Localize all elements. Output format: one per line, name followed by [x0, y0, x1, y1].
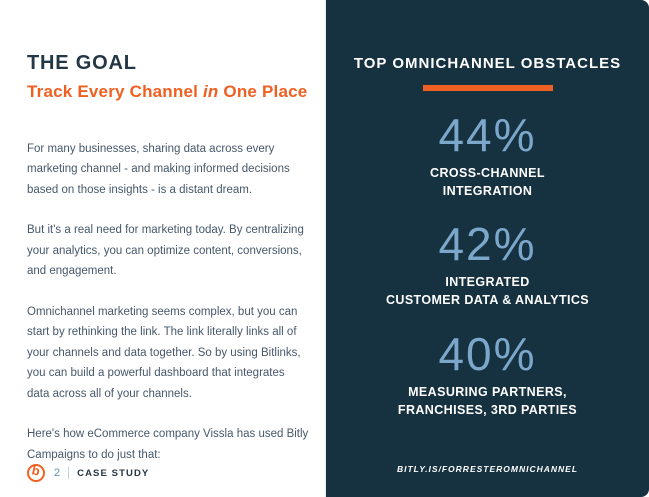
- stat-label: [326, 273, 649, 309]
- paragraph: Here's how eCommerce company Vissla has used Bitly Campaigns to do just that:: [27, 428, 309, 461]
- stat-label-line: MEASURING PARTNERS,: [408, 384, 567, 399]
- accent-bar: [423, 85, 553, 91]
- subtitle-post: One Place: [218, 82, 308, 101]
- bitly-logo-icon: [27, 464, 45, 482]
- paragraph: But it's a real need for marketing today. By centralizing your analytics, you can optimize content, conversions, and engagement.: [27, 224, 304, 278]
- stat-value: 42%: [438, 218, 537, 271]
- subtitle-italic: in: [202, 82, 219, 101]
- paragraph: For many businesses, sharing data across every marketing channel - and making informed decisions based on those insights - is a distant dream.: [27, 143, 290, 196]
- stat-measuring-partners: [326, 327, 649, 419]
- right-panel: [326, 0, 649, 497]
- page-title: THE GOAL: [27, 52, 137, 74]
- footer-label: CASE STUDY: [77, 467, 150, 479]
- right-footer: [326, 459, 649, 477]
- stat-label-line: INTEGRATED: [445, 275, 530, 290]
- stat-value: 44%: [438, 109, 537, 161]
- stat-label-line: FRANCHISES, 3RD PARTIES: [397, 402, 578, 417]
- subtitle-pre: Track Every Channel: [27, 82, 203, 101]
- bitly-logo-letter: b: [30, 462, 42, 479]
- stat-label-line: CUSTOMER DATA & ANALYTICS: [385, 293, 590, 308]
- footer-divider: [68, 467, 69, 479]
- stat-integrated-data: [326, 218, 649, 309]
- stats-title: TOP OMNICHANNEL OBSTACLES: [353, 55, 622, 72]
- stat-label: [326, 383, 649, 419]
- page-number: 2: [54, 467, 61, 479]
- footer-url-link[interactable]: BITLY.IS/FORRESTEROMNICHANNEL: [396, 464, 579, 474]
- stat-label-line: CROSS-CHANNEL: [430, 166, 545, 180]
- stat-cross-channel: [326, 109, 649, 200]
- left-footer: [27, 464, 149, 482]
- body-copy: [27, 139, 309, 465]
- stat-value: 40%: [438, 327, 537, 380]
- paragraph: Omnichannel marketing seems complex, but you can start by rethinking the link. The link literally links all of your channels and data together. So by using Bitlinks, you can build a powerful dashboard that integrates data across all of your channels.: [27, 305, 301, 400]
- page-subtitle: [27, 82, 325, 102]
- stat-label: [326, 164, 649, 200]
- stat-label-line: INTEGRATION: [442, 184, 533, 199]
